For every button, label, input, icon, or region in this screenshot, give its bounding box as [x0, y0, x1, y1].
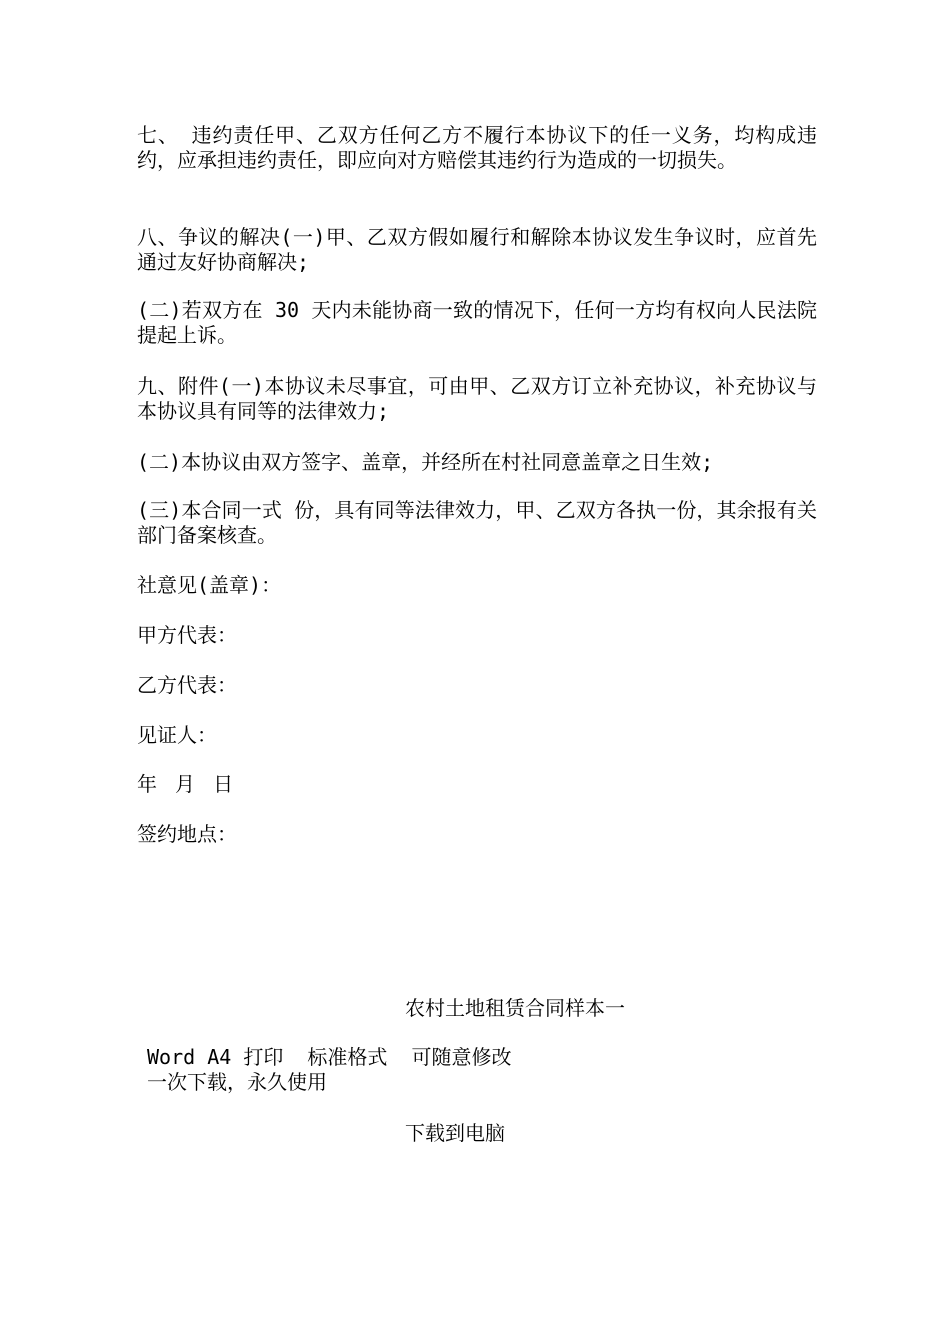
signature-witness: 见证人：: [137, 723, 217, 747]
clause-9-copies: (三)本合同一式 份，具有同等法律效力，甲、乙双方各执一份，其余报有关部门备案核查。: [137, 498, 817, 547]
signature-seal: 社意见(盖章)：: [137, 573, 282, 597]
download-link[interactable]: 下载到电脑: [405, 1121, 505, 1145]
clause-9-effective: (二)本协议由双方签字、盖章，并经所在村社同意盖章之日生效;: [137, 450, 714, 474]
clause-7-liability: 七、 违约责任甲、乙双方任何乙方不履行本协议下的任一义务，均构成违约，应承担违约责任，即应向对方赔偿其违约行为造成的一切损失。: [137, 123, 817, 172]
clause-9-annex: 九、附件(一)本协议未尽事宜，可由甲、乙双方订立补充协议，补充协议与本协议具有同等的法律效力;: [137, 374, 817, 423]
signature-location: 签约地点：: [137, 822, 237, 846]
footer-features: Word A4 打印 标准格式 可随意修改: [147, 1045, 512, 1069]
clause-8-lawsuit: (二)若双方在 30 天内未能协商一致的情况下，任何一方均有权向人民法院提起上诉。: [137, 298, 817, 347]
footer-usage: 一次下载，永久使用: [147, 1070, 327, 1094]
signature-party-b: 乙方代表：: [137, 673, 237, 697]
footer-title: 农村土地租赁合同样本一: [405, 996, 625, 1020]
signature-party-a: 甲方代表：: [137, 623, 237, 647]
signature-date: 年 月 日: [137, 772, 234, 796]
clause-8-dispute: 八、争议的解决(一)甲、乙双方假如履行和解除本协议发生争议时，应首先通过友好协商解决;: [137, 225, 817, 274]
